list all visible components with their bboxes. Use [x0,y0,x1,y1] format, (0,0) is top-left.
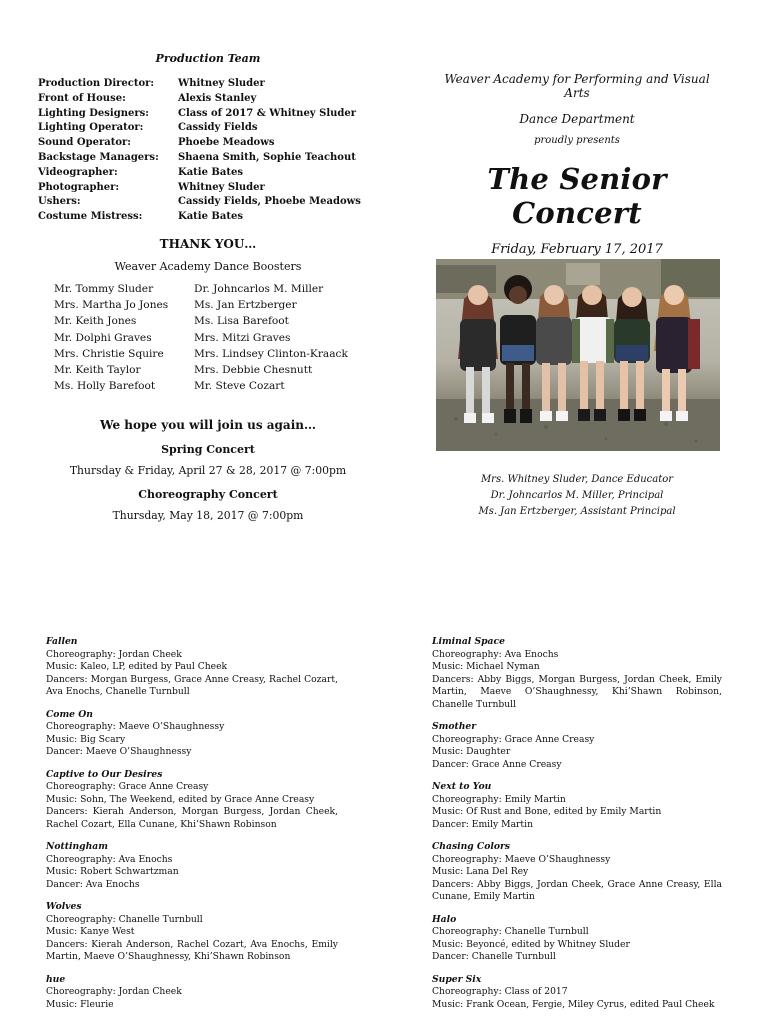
piece-line: Dancer: Ava Enochs [46,878,140,890]
thanks-name: Mr. Steve Cozart [194,380,285,393]
crew-name: Cassidy Fields, Phoebe Meadows [178,196,361,208]
crew-role: Lighting Operator: [38,122,144,134]
crew-role: Backstage Managers: [38,151,159,163]
piece-line: Music: Sohn, The Weekend, edited by Grace Anne Creasy [46,793,315,805]
crew-name: Alexis Stanley [178,92,257,104]
piece-title: Smother [432,721,477,732]
staff-line: Dr. Johncarlos M. Miller, Principal [490,490,664,501]
piece-line: Dancers: Kierah Anderson, Morgan Burgess, Jordan Cheek, Rachel Cozart, Ella Cunane, Khi’Shawn Robinson [46,806,338,830]
piece-line: Choreography: Chanelle Turnbull [46,913,203,925]
program-piece [432,914,722,964]
event-date: Thursday, May 18, 2017 @ 7:00pm [112,509,304,523]
piece-line: Dancer: Emily Martin [432,818,533,830]
thanks-subtitle: Weaver Academy Dance Boosters [114,259,302,273]
crew-row [38,166,378,181]
piece-line: Dancers: Abby Biggs, Jordan Cheek, Grace Anne Creasy, Ella Cunane, Emily Martin [432,878,722,902]
thanks-name: Mr. Keith Taylor [54,363,141,376]
crew-row [38,151,378,166]
crew-role: Production Director: [38,78,155,89]
crew-name: Katie Bates [178,166,243,178]
crew-row [38,136,378,151]
cover-column [432,72,722,283]
thanks-title: THANK YOU… [159,236,257,251]
program-piece [46,974,338,1012]
piece-line: Choreography: Jordan Cheek [46,648,182,660]
piece-line: Music: Beyoncé, edited by Whitney Sluder [432,938,630,950]
crew-row [38,121,378,136]
piece-line: Music: Michael Nyman [432,661,540,672]
piece-line: Music: Big Scary [46,733,126,745]
thanks-name: Mr. Dolphi Graves [54,331,152,344]
piece-line: Choreography: Ava Enochs [46,853,173,865]
program-piece [432,636,722,711]
crew-row [38,107,378,122]
piece-title: Captive to Our Desires [46,768,163,780]
program-piece [432,974,722,1012]
piece-line: Music: Kaleo, LP, edited by Paul Cheek [46,661,228,672]
crew-row [38,195,378,210]
program-piece [46,901,338,964]
thanks-name: Mr. Tommy Sluder [54,282,154,295]
piece-title: Next to You [432,781,492,792]
event-name: Spring Concert [161,443,255,457]
event-name: Choreography Concert [138,488,278,502]
piece-line: Music: Frank Ocean, Fergie, Miley Cyrus, edited Paul Cheek [432,998,715,1010]
program-piece [46,841,338,891]
piece-line: Dancers: Morgan Burgess, Grace Anne Creasy, Rachel Cozart, Ava Enochs, Chanelle Turnbull [46,673,338,697]
thanks-name: Ms. Jan Ertzberger [194,299,297,312]
program-piece [432,841,722,904]
presents-line: proudly presents [534,135,620,146]
thanks-name: Mrs. Martha Jo Jones [54,299,169,312]
crew-name: Phoebe Meadows [178,137,275,149]
thanks-name: Dr. Johncarlos M. Miller [194,282,324,295]
crew-name: Whitney Sluder [178,78,265,89]
piece-line: Choreography: Grace Anne Creasy [432,733,595,745]
thanks-name: Mrs. Debbie Chesnutt [194,363,313,376]
piece-line: Dancer: Grace Anne Creasy [432,758,562,770]
piece-line: Choreography: Emily Martin [432,793,566,805]
program-piece [46,709,338,759]
piece-line: Choreography: Jordan Cheek [46,986,182,997]
program-piece [432,721,722,771]
piece-title: Wolves [46,901,82,912]
program-piece [46,636,338,699]
crew-row [38,210,378,225]
crew-name: Shaena Smith, Sophie Teachout [178,151,356,163]
thanks-name: Mrs. Christie Squire [54,347,164,360]
credits-column [38,52,378,522]
thanks-name: Mrs. Lindsey Clinton-Kraack [194,347,348,360]
thanks-name: Ms. Holly Barefoot [54,380,156,393]
program-piece [46,769,338,832]
piece-title: Chasing Colors [432,841,510,852]
piece-title: hue [46,973,66,985]
piece-line: Music: Robert Schwartzman [46,866,179,877]
group-photo [436,259,720,451]
piece-title: Halo [432,913,457,925]
piece-line: Music: Kanye West [46,926,135,937]
crew-role: Sound Operator: [38,137,131,149]
piece-line: Choreography: Class of 2017 [432,986,568,997]
thanks-name: Ms. Lisa Barefoot [194,315,289,328]
crew-role: Photographer: [38,181,120,193]
crew-name: Katie Bates [178,211,243,223]
piece-line: Choreography: Grace Anne Creasy [46,781,209,792]
program-right-column [432,636,722,1021]
thanks-names [54,281,378,394]
thanks-name: Mrs. Mitzi Graves [194,331,291,344]
concert-date: Friday, February 17, 2017 [491,242,663,257]
upcoming-title: We hope you will join us again… [100,418,316,433]
staff-list [432,472,722,520]
program-piece [432,781,722,831]
piece-line: Music: Daughter [432,746,511,757]
department-name: Dance Department [519,112,635,126]
crew-row [38,181,378,196]
piece-title: Liminal Space [432,636,505,647]
crew-name: Cassidy Fields [178,122,258,134]
piece-line: Music: Of Rust and Bone, edited by Emily Martin [432,806,662,817]
piece-line: Choreography: Maeve O’Shaughnessy [46,721,225,732]
piece-line: Dancer: Maeve O’Shaughnessy [46,746,192,757]
piece-title: Super Six [432,973,482,985]
piece-title: Nottingham [46,841,108,852]
piece-title: Fallen [46,636,78,647]
program-left-column [46,636,338,1021]
crew-role: Front of House: [38,92,126,104]
piece-line: Music: Lana Del Rey [432,866,529,877]
piece-line: Choreography: Maeve O’Shaughnessy [432,853,611,865]
crew-name: Whitney Sluder [178,181,265,193]
piece-line: Dancers: Abby Biggs, Morgan Burgess, Jordan Cheek, Emily Martin, Maeve O’Shaughnessy, Khi’Shawn Robinson, Chanelle Turnbull [432,673,722,710]
crew-name: Class of 2017 & Whitney Sluder [178,107,357,119]
piece-line: Choreography: Ava Enochs [432,648,559,660]
piece-line: Dancer: Chanelle Turnbull [432,951,556,962]
crew-row [38,92,378,107]
crew-row [38,77,378,92]
crew-role: Ushers: [38,196,81,208]
crew-role: Videographer: [38,166,118,178]
crew-role: Costume Mistress: [38,211,143,223]
school-name: Weaver Academy for Performing and Visual Arts [444,72,710,100]
piece-title: Come On [46,708,93,720]
production-team-title: Production Team [155,52,261,65]
piece-line: Choreography: Chanelle Turnbull [432,926,589,937]
piece-line: Dancers: Kierah Anderson, Rachel Cozart, Ava Enochs, Emily Martin, Maeve O’Shaughnessy, Khi’Shawn Robinson [46,938,338,962]
crew-role: Lighting Designers: [38,107,149,119]
staff-line: Mrs. Whitney Sluder, Dance Educator [480,474,674,485]
piece-line: Music: Fleurie [46,998,114,1010]
event-date: Thursday & Friday, April 27 & 28, 2017 @ 7:00pm [69,464,347,478]
concert-title: The Senior Concert [487,162,667,230]
staff-line: Ms. Jan Ertzberger, Assistant Principal [478,506,676,517]
thanks-name: Mr. Keith Jones [54,315,137,328]
production-team-list [38,77,378,225]
